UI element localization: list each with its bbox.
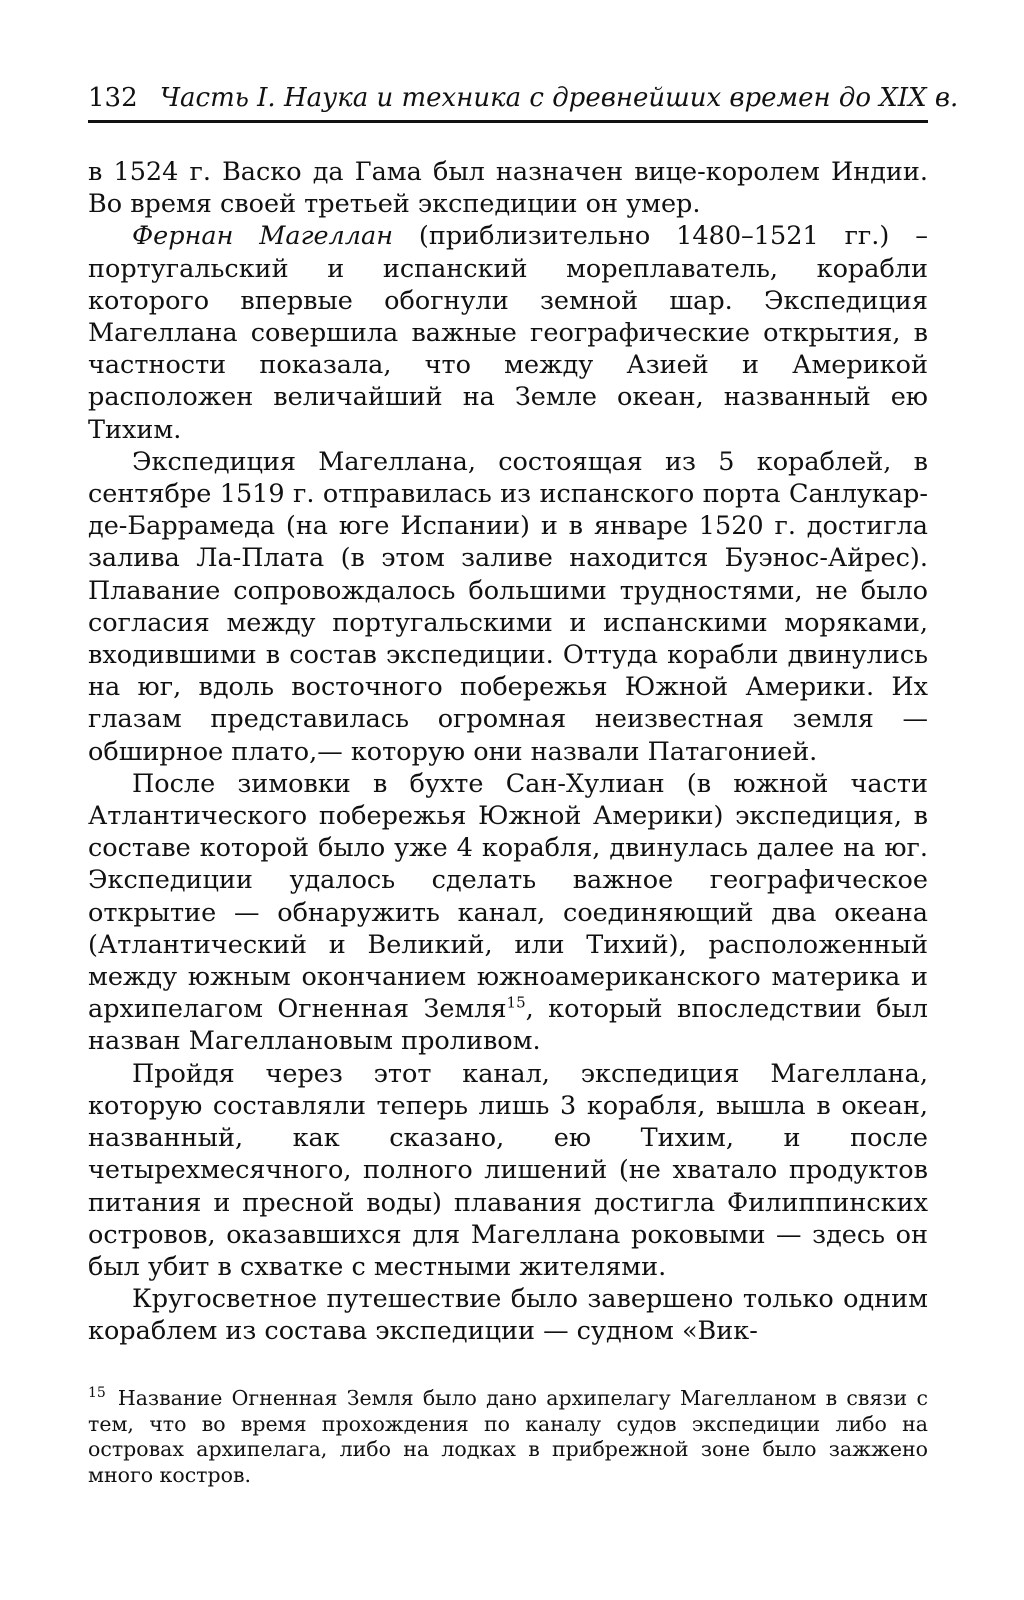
paragraph-1 [88, 156, 928, 220]
paragraph-6-text: Кругосветное путешествие было завершено только одним кораблем из состава экспедиции — судном «Вик- [88, 1284, 928, 1347]
header-rule [88, 120, 928, 123]
paragraph-5-text: Пройдя через этот канал, экспедиция Магеллана, которую составляли теперь лишь 3 корабля, вышла в океан, названный, как сказано, ею Тихим, и после четырехмесячного, полного лишений (не хватало продуктов питания и пресной воды) плавания достигла Филиппинских островов, оказавшихся для Магеллана роковыми — здесь он был убит в схватке с местными жителями. [88, 1058, 928, 1282]
paragraph-4-text-after: , который впоследствии был назван Магеллановым проливом. [88, 994, 928, 1057]
paragraph-2 [88, 220, 928, 445]
paragraph-5 [88, 1058, 928, 1283]
paragraph-3 [88, 446, 928, 768]
person-name-magellan: Фернан Магеллан [132, 221, 394, 252]
running-head [88, 80, 959, 116]
paragraph-6 [88, 1283, 928, 1347]
book-page [88, 0, 959, 1600]
paragraph-4-text-before: После зимовки в бухте Сан-Хулиан (в южной части Атлантического побережья Южной Америки) экспедиция, в составе которой было уже 4 корабля, двинулась далее на юг. Экспедиции удалось сделать важное географическое открытие — обнаружить канал, соединяющий два океана (Атлантический и Великий, или Тихий), расположенный между южным окончанием южноамериканского материка и архипелагом Огненная Земля [88, 768, 928, 1025]
footnote-reference[interactable]: 15 [506, 993, 526, 1012]
paragraph-2-text: (приблизительно 1480–1521 гг.) – португальский и испанский мореплаватель, корабли которого впервые обогнули земной шар. Экспедиция Магеллана совершила важные географические открытия, в частности показала, что между Азией и Америкой расположен величайший на Земле океан, названный ею Тихим. [88, 221, 928, 445]
paragraph-1-text: в 1524 г. Васко да Гама был назначен вице-королем Индии. Во время своей третьей экспедиции он умер. [88, 157, 928, 220]
footnote-number: 15 [88, 1385, 106, 1402]
footnote [88, 1386, 928, 1488]
paragraph-4 [88, 768, 928, 1058]
running-head-title: Часть I. Наука и техника с древнейших времен до XIX в. [159, 83, 959, 113]
paragraph-3-text: Экспедиция Магеллана, состоящая из 5 кораблей, в сентябре 1519 г. отправилась из испанского порта Санлукар-де-Баррамеда (на юге Испании) и в январе 1520 г. достигла залива Ла-Плата (в этом заливе находится Буэнос-Айрес). Плавание сопровождалось большими трудностями, не было согласия между португальскими и испанскими моряками, входившими в состав экспедиции. Оттуда корабли двинулись на юг, вдоль восточного побережья Южной Америки. Их глазам представилась огромная неизвестная земля — обширное плато,— которую они назвали Патагонией. [88, 446, 928, 767]
body-text [88, 156, 928, 1348]
page-number: 132 [88, 83, 138, 113]
footnote-text: Название Огненная Земля было дано архипелагу Магелланом в связи с тем, что во время прохождения по каналу судов экспедиции либо на островах архипелага, либо на лодках в прибрежной зоне было зажжено много костров. [88, 1386, 928, 1487]
